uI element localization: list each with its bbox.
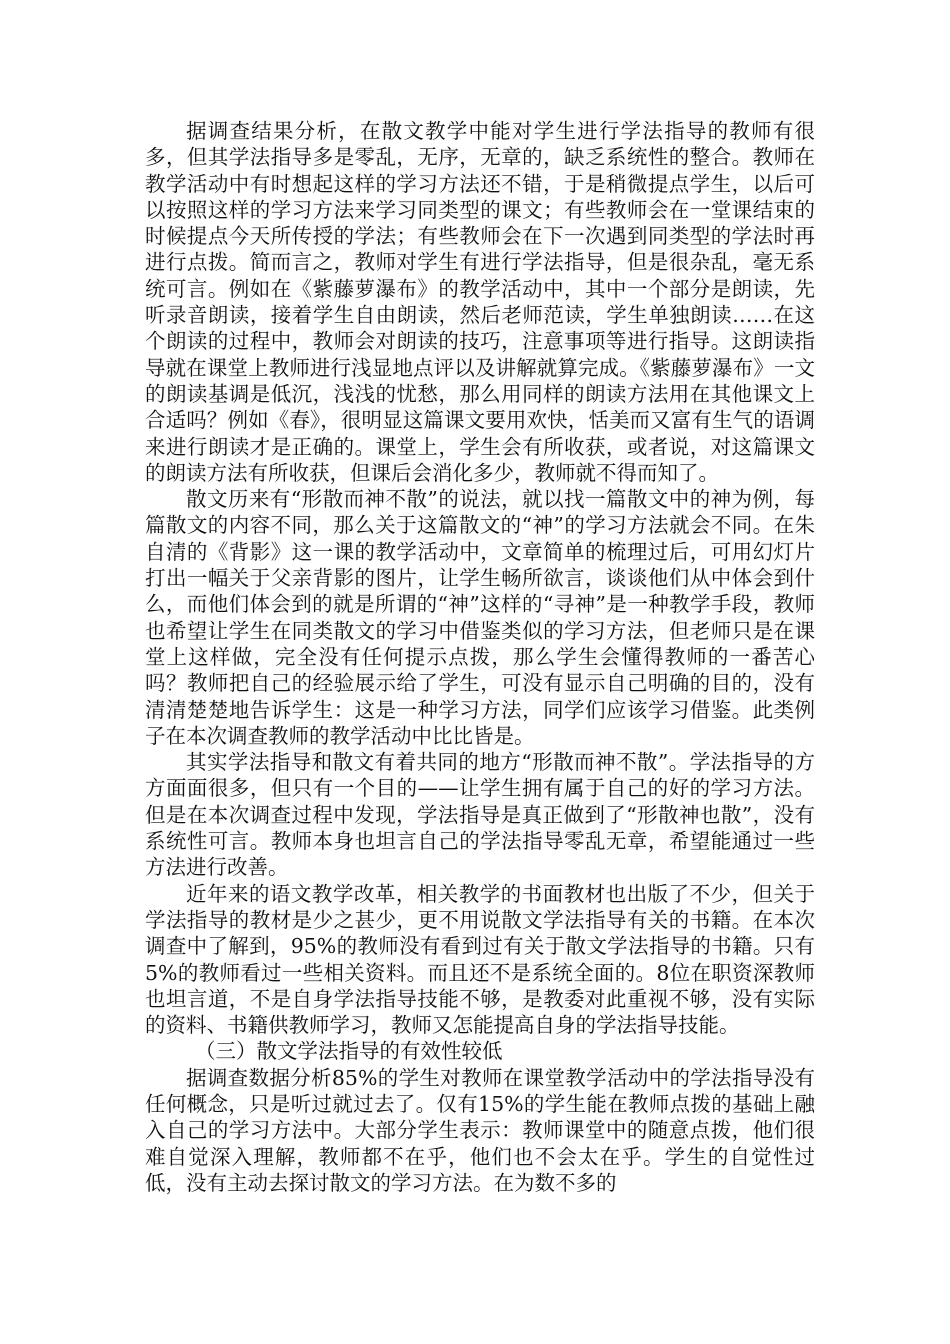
paragraph-effectiveness-data: 据调查数据分析85%的学生对教师在课堂教学活动中的学法指导没有任何概念，只是听过就过去了。仅有15%的学生能在教师点拨的基础上融入自己的学习方法中。大部分学生表示：教师课堂中的随意点拨，他们很难自觉深入理解，教师都不在乎，他们也不会太在乎。学生的自觉性过低，没有主动去探讨散文的学习方法。在为数不多的 xyxy=(145,1065,815,1195)
section-heading: （三）散文学法指导的有效性较低 xyxy=(195,1039,503,1064)
document-page xyxy=(145,118,815,1196)
paragraph-common-ground: 其实学法指导和散文有着共同的地方“形散而神不散”。学法指导的方方面面很多，但只有一个目的——让学生拥有属于自己的好的学习方法。但是在本次调查过程中发现，学法指导是真正做到了“形散神也散”，没有系统性可言。教师本身也坦言自己的学法指导零乱无章，希望能通过一些方法进行改善。 xyxy=(145,750,815,880)
paragraph-teaching-materials: 近年来的语文教学改革，相关教学的书面教材也出版了不少，但关于学法指导的教材是少之甚少，更不用说散文学法指导有关的书籍。在本次调查中了解到，95%的教师没有看到过有关于散文学法指导的书籍。只有5%的教师看过一些相关资料。而且还不是系统全面的。8位在职资深教师也坦言道，不是自身学法指导技能不够，是教委对此重视不够，没有实际的资料、书籍供教师学习，教师又怎能提高自身的学法指导技能。 xyxy=(145,881,815,1038)
paragraph-study-guidance-analysis: 据调查结果分析，在散文教学中能对学生进行学法指导的教师有很多，但其学法指导多是零乱，无序，无章的，缺乏系统性的整合。教师在教学活动中有时想起这样的学习方法还不错，于是稍微提点学生，以后可以按照这样的学习方法来学习同类型的课文；有些教师会在一堂课结束的时候提点今天所传授的学法；有些教师会在下一次遇到同类型的学法时再进行点拨。简而言之，教师对学生有进行学法指导，但是很杂乱，毫无系统可言。例如在《紫藤萝瀑布》的教学活动中，其中一个部分是朗读，先听录音朗读，接着学生自由朗读，然后老师范读，学生单独朗读……在这个朗读的过程中，教师会对朗读的技巧，注意事项等进行指导。这朗读指导就在课堂上教师进行浅显地点评以及讲解就算完成。《紫藤萝瀑布》一文的朗读基调是低沉，浅浅的忧愁，那么用同样的朗读方法用在其他课文上合适吗？例如《春》，很明显这篇课文要用欢快，恬美而又富有生气的语调来进行朗读才是正确的。课堂上，学生会有所收获，或者说，对这篇课文的朗读方法有所收获，但课后会消化多少，教师就不得而知了。 xyxy=(145,119,815,485)
paragraph-form-scattered-spirit: 散文历来有“形散而神不散”的说法，就以找一篇散文中的神为例，每篇散文的内容不同，那么关于这篇散文的“神”的学习方法就会不同。在朱自清的《背影》这一课的教学活动中，文章简单的梳理过后，可用幻灯片打出一幅关于父亲背影的图片，让学生畅所欲言，谈谈他们从中体会到什么，而他们体会到的就是所谓的“神”这样的“寻神”是一种教学手段，教师也希望让学生在同类散文的学习中借鉴类似的学习方法，但老师只是在课堂上这样做，完全没有任何提示点拨，那么学生会懂得教师的一番苦心吗？教师把自己的经验展示给了学生，可没有显示自己明确的目的，没有清清楚楚地告诉学生：这是一种学习方法，同学们应该学习借鉴。此类例子在本次调查教师的教学活动中比比皆是。 xyxy=(145,487,815,748)
